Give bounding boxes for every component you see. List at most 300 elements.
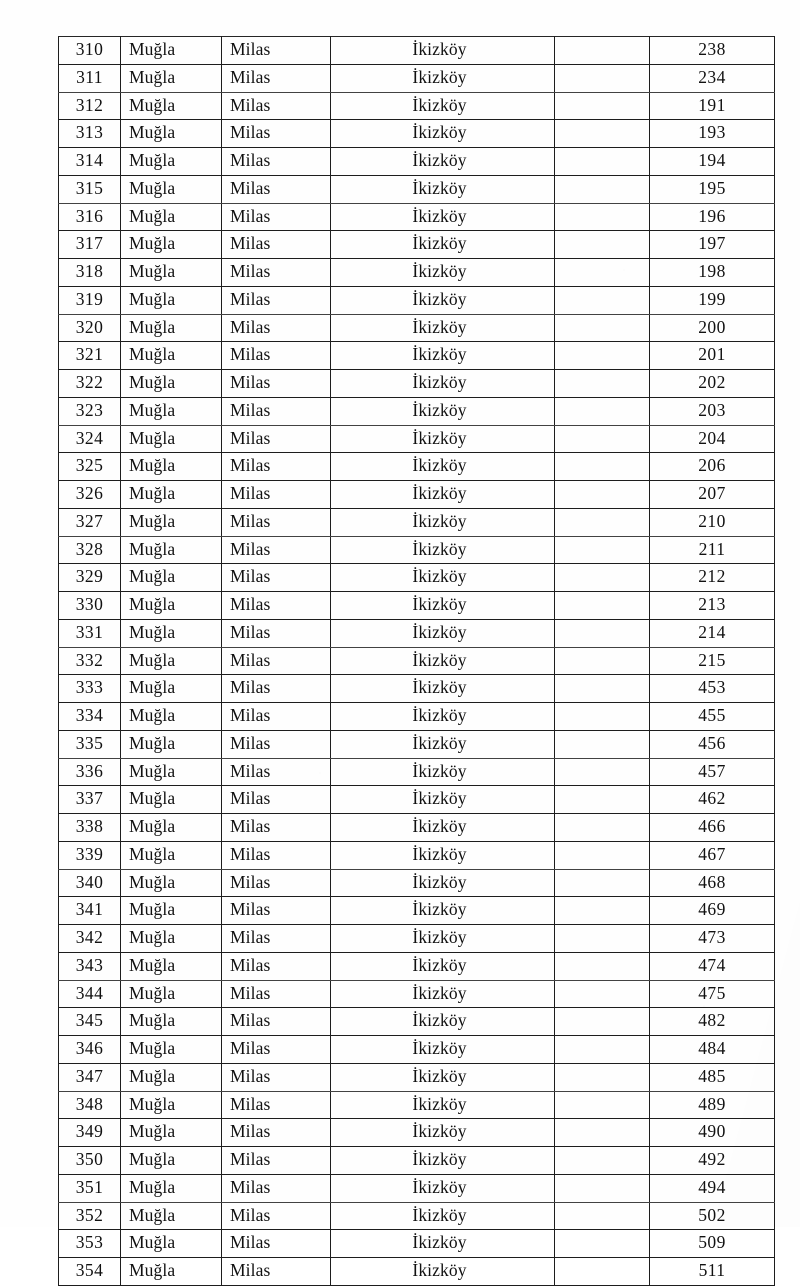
cell-text: 349 [75, 1121, 104, 1142]
cell-district [222, 64, 331, 92]
cell-blank [555, 1202, 650, 1230]
cell-blank [555, 730, 650, 758]
cell-value [650, 1258, 775, 1286]
cell-text: 314 [75, 150, 104, 171]
cell-blank [555, 841, 650, 869]
cell-district [222, 259, 331, 287]
cell-text: İkizköy [412, 538, 467, 559]
cell-text: İkizköy [412, 566, 467, 587]
cell-text: İkizköy [412, 649, 467, 670]
cell-text: Muğla [129, 233, 176, 254]
cell-text: Milas [230, 122, 271, 143]
cell-blank [555, 786, 650, 814]
cell-village [331, 841, 555, 869]
cell-province [121, 342, 222, 370]
cell-value [650, 92, 775, 120]
cell-value [650, 564, 775, 592]
cell-no [59, 120, 121, 148]
cell-district [222, 619, 331, 647]
cell-text: 509 [698, 1232, 726, 1253]
cell-village [331, 564, 555, 592]
data-table [58, 36, 775, 1286]
table-row [59, 37, 775, 65]
cell-text: Milas [230, 261, 271, 282]
cell-province [121, 64, 222, 92]
cell-village [331, 1008, 555, 1036]
cell-no [59, 397, 121, 425]
cell-text: Muğla [129, 344, 176, 365]
cell-text: Milas [230, 1121, 271, 1142]
cell-district [222, 120, 331, 148]
cell-text: 336 [75, 760, 104, 781]
cell-village [331, 370, 555, 398]
table-row [59, 1036, 775, 1064]
cell-value [650, 897, 775, 925]
cell-text: Milas [230, 705, 271, 726]
cell-text: 335 [75, 732, 104, 753]
cell-village [331, 1091, 555, 1119]
cell-district [222, 675, 331, 703]
cell-no [59, 897, 121, 925]
cell-province [121, 1230, 222, 1258]
cell-text: 326 [75, 483, 104, 504]
cell-text: 350 [75, 1149, 104, 1170]
cell-district [222, 1174, 331, 1202]
cell-district [222, 814, 331, 842]
table-body [59, 37, 775, 1286]
cell-text: İkizköy [412, 927, 467, 948]
cell-no [59, 1036, 121, 1064]
cell-text: Milas [230, 1065, 271, 1086]
cell-text: Milas [230, 1038, 271, 1059]
cell-text: Muğla [129, 871, 176, 892]
cell-no [59, 869, 121, 897]
cell-no [59, 758, 121, 786]
cell-value [650, 703, 775, 731]
cell-text: Muğla [129, 122, 176, 143]
cell-text: Milas [230, 843, 271, 864]
cell-text: 331 [75, 621, 104, 642]
cell-text: Milas [230, 649, 271, 670]
cell-text: İkizköy [412, 510, 467, 531]
cell-no [59, 564, 121, 592]
cell-district [222, 1147, 331, 1175]
cell-district [222, 425, 331, 453]
cell-province [121, 508, 222, 536]
cell-blank [555, 231, 650, 259]
cell-text: İkizköy [412, 344, 467, 365]
cell-text: İkizköy [412, 1260, 467, 1281]
cell-text: 334 [75, 705, 104, 726]
cell-text: 195 [698, 177, 726, 198]
cell-text: 339 [75, 843, 104, 864]
cell-text: İkizköy [412, 94, 467, 115]
cell-no [59, 619, 121, 647]
cell-blank [555, 869, 650, 897]
cell-text: 353 [75, 1232, 104, 1253]
cell-text: 466 [698, 816, 726, 837]
cell-district [222, 1119, 331, 1147]
cell-text: Milas [230, 871, 271, 892]
cell-blank [555, 508, 650, 536]
cell-text: İkizköy [412, 760, 467, 781]
cell-text: Muğla [129, 927, 176, 948]
cell-province [121, 453, 222, 481]
cell-no [59, 730, 121, 758]
cell-text: Muğla [129, 1010, 176, 1031]
cell-value [650, 869, 775, 897]
table-row [59, 425, 775, 453]
cell-text: 200 [698, 316, 726, 337]
cell-value [650, 64, 775, 92]
cell-blank [555, 564, 650, 592]
cell-village [331, 619, 555, 647]
cell-text: İkizköy [412, 899, 467, 920]
cell-text: Muğla [129, 649, 176, 670]
cell-district [222, 508, 331, 536]
cell-blank [555, 1091, 650, 1119]
table-row [59, 758, 775, 786]
cell-text: 207 [698, 483, 726, 504]
cell-district [222, 592, 331, 620]
table-row [59, 952, 775, 980]
cell-text: Milas [230, 677, 271, 698]
cell-value [650, 730, 775, 758]
cell-text: 212 [698, 566, 726, 587]
cell-blank [555, 481, 650, 509]
cell-text: 199 [698, 288, 726, 309]
cell-text: 502 [698, 1204, 726, 1225]
cell-text: İkizköy [412, 372, 467, 393]
cell-district [222, 869, 331, 897]
cell-no [59, 64, 121, 92]
cell-village [331, 259, 555, 287]
cell-text: 197 [698, 233, 726, 254]
cell-village [331, 342, 555, 370]
cell-text: Milas [230, 399, 271, 420]
cell-no [59, 1091, 121, 1119]
cell-text: 202 [698, 372, 726, 393]
cell-no [59, 1119, 121, 1147]
cell-blank [555, 1008, 650, 1036]
cell-text: 325 [75, 455, 104, 476]
cell-value [650, 1119, 775, 1147]
cell-text: Milas [230, 982, 271, 1003]
cell-text: Muğla [129, 316, 176, 337]
cell-district [222, 148, 331, 176]
cell-blank [555, 536, 650, 564]
cell-text: Muğla [129, 483, 176, 504]
cell-district [222, 980, 331, 1008]
cell-text: Muğla [129, 566, 176, 587]
cell-text: İkizköy [412, 427, 467, 448]
cell-province [121, 730, 222, 758]
cell-no [59, 37, 121, 65]
cell-text: Muğla [129, 843, 176, 864]
cell-blank [555, 758, 650, 786]
cell-district [222, 1202, 331, 1230]
cell-value [650, 203, 775, 231]
cell-text: 324 [75, 427, 104, 448]
cell-district [222, 564, 331, 592]
cell-value [650, 425, 775, 453]
cell-district [222, 37, 331, 65]
cell-village [331, 869, 555, 897]
cell-district [222, 342, 331, 370]
cell-text: 337 [75, 788, 104, 809]
cell-text: Muğla [129, 1121, 176, 1142]
cell-text: Muğla [129, 1149, 176, 1170]
cell-value [650, 1230, 775, 1258]
cell-value [650, 841, 775, 869]
cell-text: 352 [75, 1204, 104, 1225]
cell-no [59, 841, 121, 869]
cell-blank [555, 1258, 650, 1286]
cell-value [650, 1091, 775, 1119]
cell-text: 456 [698, 732, 726, 753]
cell-text: İkizköy [412, 288, 467, 309]
table-row [59, 592, 775, 620]
cell-district [222, 231, 331, 259]
cell-no [59, 786, 121, 814]
cell-text: 462 [698, 788, 726, 809]
cell-text: 327 [75, 510, 104, 531]
table-row [59, 120, 775, 148]
cell-no [59, 1174, 121, 1202]
cell-province [121, 1119, 222, 1147]
cell-province [121, 814, 222, 842]
table-row [59, 647, 775, 675]
cell-province [121, 703, 222, 731]
cell-text: 332 [75, 649, 104, 670]
cell-text: İkizköy [412, 150, 467, 171]
cell-blank [555, 814, 650, 842]
cell-text: İkizköy [412, 982, 467, 1003]
cell-no [59, 425, 121, 453]
cell-blank [555, 1174, 650, 1202]
cell-district [222, 203, 331, 231]
cell-blank [555, 1063, 650, 1091]
cell-text: 206 [698, 455, 726, 476]
cell-village [331, 1147, 555, 1175]
cell-province [121, 314, 222, 342]
cell-province [121, 1174, 222, 1202]
cell-text: 234 [698, 66, 726, 87]
cell-text: Muğla [129, 1176, 176, 1197]
cell-province [121, 203, 222, 231]
cell-village [331, 730, 555, 758]
cell-text: İkizköy [412, 66, 467, 87]
cell-text: 210 [698, 510, 726, 531]
cell-text: 311 [76, 66, 103, 87]
cell-value [650, 1063, 775, 1091]
cell-no [59, 536, 121, 564]
cell-text: İkizköy [412, 205, 467, 226]
table-row [59, 148, 775, 176]
cell-text: 320 [75, 316, 104, 337]
cell-province [121, 175, 222, 203]
cell-province [121, 592, 222, 620]
cell-text: Milas [230, 732, 271, 753]
cell-no [59, 481, 121, 509]
table-row [59, 64, 775, 92]
cell-province [121, 481, 222, 509]
cell-text: 316 [75, 205, 104, 226]
cell-no [59, 453, 121, 481]
cell-blank [555, 425, 650, 453]
table-row [59, 342, 775, 370]
cell-value [650, 120, 775, 148]
cell-text: Muğla [129, 39, 176, 60]
cell-blank [555, 370, 650, 398]
cell-text: İkizköy [412, 1232, 467, 1253]
cell-no [59, 952, 121, 980]
table-row [59, 203, 775, 231]
cell-district [222, 1008, 331, 1036]
cell-text: 467 [698, 843, 726, 864]
cell-blank [555, 259, 650, 287]
cell-text: 347 [75, 1065, 104, 1086]
cell-no [59, 231, 121, 259]
cell-text: Milas [230, 1232, 271, 1253]
cell-text: İkizköy [412, 399, 467, 420]
cell-province [121, 259, 222, 287]
cell-text: İkizköy [412, 39, 467, 60]
cell-village [331, 1174, 555, 1202]
cell-text: İkizköy [412, 483, 467, 504]
cell-value [650, 175, 775, 203]
cell-no [59, 508, 121, 536]
cell-no [59, 259, 121, 287]
cell-blank [555, 37, 650, 65]
cell-value [650, 370, 775, 398]
cell-province [121, 425, 222, 453]
cell-village [331, 1036, 555, 1064]
cell-text: Muğla [129, 288, 176, 309]
cell-no [59, 1063, 121, 1091]
cell-text: 215 [698, 649, 726, 670]
cell-district [222, 703, 331, 731]
cell-text: 333 [75, 677, 104, 698]
cell-district [222, 786, 331, 814]
cell-text: Milas [230, 816, 271, 837]
cell-text: 346 [75, 1038, 104, 1059]
cell-text: 213 [698, 594, 726, 615]
cell-text: 341 [75, 899, 104, 920]
cell-village [331, 314, 555, 342]
table-row [59, 925, 775, 953]
cell-text: Muğla [129, 732, 176, 753]
cell-blank [555, 342, 650, 370]
cell-text: 191 [698, 94, 726, 115]
cell-province [121, 92, 222, 120]
cell-district [222, 1036, 331, 1064]
cell-text: Milas [230, 39, 271, 60]
cell-district [222, 1258, 331, 1286]
cell-village [331, 120, 555, 148]
cell-text: Milas [230, 566, 271, 587]
cell-text: 351 [75, 1176, 104, 1197]
cell-text: Milas [230, 538, 271, 559]
cell-text: Milas [230, 177, 271, 198]
cell-blank [555, 952, 650, 980]
cell-value [650, 814, 775, 842]
cell-value [650, 231, 775, 259]
cell-text: 494 [698, 1176, 726, 1197]
cell-text: 321 [75, 344, 104, 365]
cell-text: Muğla [129, 954, 176, 975]
cell-value [650, 1036, 775, 1064]
table-row [59, 619, 775, 647]
cell-text: Milas [230, 427, 271, 448]
cell-no [59, 1230, 121, 1258]
cell-text: Milas [230, 94, 271, 115]
cell-text: 313 [75, 122, 104, 143]
cell-district [222, 314, 331, 342]
cell-district [222, 453, 331, 481]
cell-village [331, 814, 555, 842]
cell-province [121, 1147, 222, 1175]
cell-value [650, 925, 775, 953]
cell-district [222, 647, 331, 675]
cell-village [331, 952, 555, 980]
cell-text: Milas [230, 1010, 271, 1031]
cell-village [331, 231, 555, 259]
cell-text: Milas [230, 1093, 271, 1114]
cell-province [121, 286, 222, 314]
cell-province [121, 148, 222, 176]
cell-text: 345 [75, 1010, 104, 1031]
cell-no [59, 592, 121, 620]
cell-text: İkizköy [412, 261, 467, 282]
cell-text: İkizköy [412, 705, 467, 726]
cell-value [650, 647, 775, 675]
cell-province [121, 980, 222, 1008]
table-row [59, 814, 775, 842]
cell-text: 343 [75, 954, 104, 975]
cell-value [650, 508, 775, 536]
cell-province [121, 397, 222, 425]
cell-text: İkizköy [412, 1093, 467, 1114]
cell-blank [555, 897, 650, 925]
cell-village [331, 1202, 555, 1230]
cell-district [222, 370, 331, 398]
cell-text: Muğla [129, 1065, 176, 1086]
cell-text: İkizköy [412, 871, 467, 892]
cell-text: 344 [75, 982, 104, 1003]
cell-text: Milas [230, 316, 271, 337]
table-row [59, 92, 775, 120]
cell-text: Muğla [129, 1260, 176, 1281]
cell-text: Milas [230, 455, 271, 476]
cell-village [331, 536, 555, 564]
cell-province [121, 897, 222, 925]
cell-text: Muğla [129, 1204, 176, 1225]
cell-text: 474 [698, 954, 726, 975]
cell-text: 475 [698, 982, 726, 1003]
table-row [59, 397, 775, 425]
table-row [59, 730, 775, 758]
cell-text: 453 [698, 677, 726, 698]
table-row [59, 536, 775, 564]
cell-value [650, 1202, 775, 1230]
cell-text: Milas [230, 788, 271, 809]
cell-blank [555, 203, 650, 231]
cell-province [121, 675, 222, 703]
cell-district [222, 897, 331, 925]
cell-text: Muğla [129, 760, 176, 781]
table-row [59, 175, 775, 203]
